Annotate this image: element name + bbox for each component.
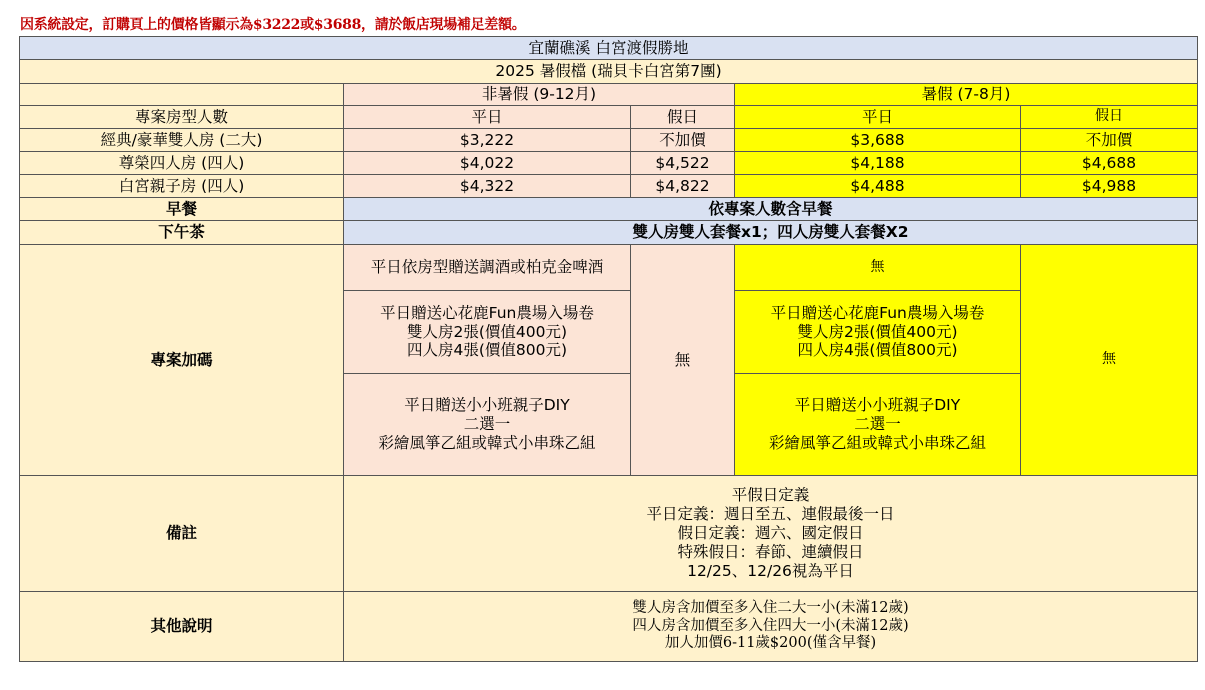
bonus-off-weekday-drink: 平日依房型贈送調酒或柏克金啤酒 (344, 245, 631, 291)
bonus-line: 雙人房2張(價值400元) (406, 322, 568, 341)
remark-line: 特殊假日：春節、連續假日 (677, 542, 864, 561)
bonus-summer-farm-ticket (735, 291, 1021, 374)
bonus-summer-holiday: 無 (1021, 245, 1198, 476)
table-row (20, 152, 1198, 175)
remarks-content (344, 476, 1198, 592)
price-cell: $4,322 (344, 175, 631, 198)
bonus-line: 四人房4張(價值800元) (406, 341, 568, 360)
price-cell: $4,188 (735, 152, 1021, 175)
other-line: 四人房含加價至多入住四大一小(未滿12歲) (632, 617, 909, 634)
afternoon-tea-label: 下午茶 (20, 221, 344, 245)
price-cell: $4,822 (631, 175, 735, 198)
summer-holiday-header: 假日 (1021, 106, 1198, 129)
plan-title: 2025 暑假檔 (瑞貝卡白宮第7團) (20, 60, 1198, 84)
other-line: 雙人房含加價至多入住二大一小(未滿12歲) (632, 599, 909, 616)
table-row (20, 129, 1198, 152)
bonus-line: 平日贈送心花鹿Fun農場入場卷 (380, 303, 594, 322)
remark-line: 假日定義：週六、國定假日 (677, 524, 864, 543)
price-cell: $4,488 (735, 175, 1021, 198)
period-summer: 暑假 (7-8月) (735, 84, 1198, 106)
hotel-name: 宜蘭礁溪 白宮渡假勝地 (20, 37, 1198, 60)
bonus-off-diy (344, 374, 631, 476)
other-line: 加人加價6-11歲$200(僅含早餐) (664, 635, 877, 652)
bonus-line: 二選一 (854, 415, 901, 434)
price-cell: 不加價 (631, 129, 735, 152)
summer-weekday-header: 平日 (735, 106, 1021, 129)
remark-line: 平日定義：週日至五、連假最後一日 (646, 505, 895, 524)
other-label: 其他說明 (20, 592, 344, 662)
other-content (344, 592, 1198, 662)
price-cell: $4,022 (344, 152, 631, 175)
remark-line: 12/25、12/26視為平日 (687, 561, 854, 580)
price-notice: 因系統設定，訂購頁上的價格皆顯示為$3222或$3688，請於飯店現場補足差額。 (20, 17, 526, 33)
table-row (20, 175, 1198, 198)
price-cell: $4,688 (1021, 152, 1198, 175)
bonus-line: 四人房4張(價值800元) (797, 341, 958, 360)
room-name: 經典/豪華雙人房 (二大) (20, 129, 344, 152)
bonus-summer-diy (735, 374, 1021, 476)
bonus-summer-weekday-drink: 無 (735, 245, 1021, 291)
bonus-line: 二選一 (463, 415, 511, 434)
room-name: 白宮親子房 (四人) (20, 175, 344, 198)
bonus-line: 平日贈送小小班親子DIY (794, 396, 961, 415)
remark-line: 平假日定義 (731, 486, 810, 505)
bonus-line: 平日贈送心花鹿Fun農場入場卷 (770, 303, 985, 322)
remarks-label: 備註 (20, 476, 344, 592)
bonus-line: 彩繪風箏乙組或韓式小串珠乙組 (378, 433, 596, 452)
empty-corner (20, 84, 344, 106)
room-type-header: 專案房型人數 (20, 106, 344, 129)
bonus-line: 雙人房2張(價值400元) (797, 322, 958, 341)
price-cell: $3,222 (344, 129, 631, 152)
afternoon-tea-value: 雙人房雙人套餐x1；四人房雙人套餐X2 (344, 221, 1198, 245)
bonus-off-farm-ticket (344, 291, 631, 374)
price-table (19, 36, 1198, 662)
price-cell: $4,988 (1021, 175, 1198, 198)
off-weekday-header: 平日 (344, 106, 631, 129)
bonus-line: 平日贈送小小班親子DIY (404, 396, 570, 415)
price-cell: $3,688 (735, 129, 1021, 152)
period-off-season: 非暑假 (9-12月) (344, 84, 735, 106)
room-name: 尊榮四人房 (四人) (20, 152, 344, 175)
off-holiday-header: 假日 (631, 106, 735, 129)
bonus-off-holiday: 無 (631, 245, 735, 476)
price-cell: $4,522 (631, 152, 735, 175)
price-cell: 不加價 (1021, 129, 1198, 152)
breakfast-label: 早餐 (20, 198, 344, 221)
bonus-label: 專案加碼 (20, 245, 344, 476)
breakfast-value: 依專案人數含早餐 (344, 198, 1198, 221)
bonus-line: 彩繪風箏乙組或韓式小串珠乙組 (768, 433, 986, 452)
